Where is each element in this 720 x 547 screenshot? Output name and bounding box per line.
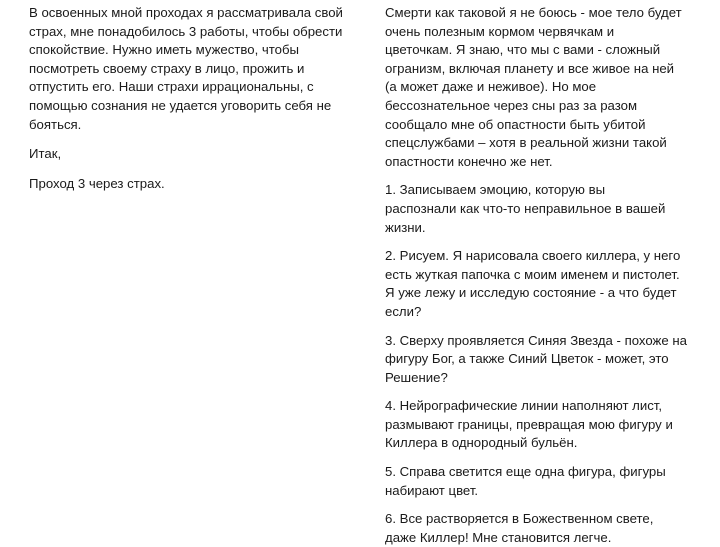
step-4: 4. Нейрографические линии наполняют лист, размывают границы, превращая мою фигуру и Киллера в однородный бульён. xyxy=(385,398,673,451)
intro-paragraph: В освоенных мной проходах я рассматривала свой страх, мне понадобилось 3 работы, чтобы обрести спокойствие. Нужно иметь мужество, чтобы посмотреть своему страху в лицо, прожить и отпустить его. Наши страхи иррациональны, с помощью сознания не удается уговорить себя не бояться. xyxy=(29,5,343,132)
death-paragraph: Смерти как таковой я не боюсь - мое тело будет очень полезным кормом червячкам и цветочкам. Я знаю, что мы с вами - сложный огранизм, включая планету и все живое на ней (а может даже и неживое). Но мое бессознательное через сны раз за разом сообщало мне об опастности быть убитой спецслужбами – хотя в реальной жизни такой опастности конечно же нет. xyxy=(385,5,682,169)
right-column xyxy=(385,4,710,547)
step-3: 3. Сверху проявляется Синяя Звезда - похоже на фигуру Бог, а также Синий Цветок - может, это Решение? xyxy=(385,332,687,385)
step-6: 6. Все растворяется в Божественном свете, даже Киллер! Мне становится легче. xyxy=(385,511,654,545)
step-1: 1. Записываем эмоцию, которую вы распознали как что-то неправильное в вашей жизни. xyxy=(385,182,666,235)
left-column xyxy=(29,4,369,193)
step-5: 5. Справа светится еще одна фигура, фигуры набирают цвет. xyxy=(385,464,666,498)
itak-paragraph: Итак, xyxy=(29,146,62,162)
section-heading: Проход 3 через страх. xyxy=(29,175,165,191)
step-2: 2. Рисуем. Я нарисовала своего киллера, у него есть жуткая папочка с моим именем и пистолет. Я уже лежу и исследую состояние - а что будет если? xyxy=(385,248,681,319)
